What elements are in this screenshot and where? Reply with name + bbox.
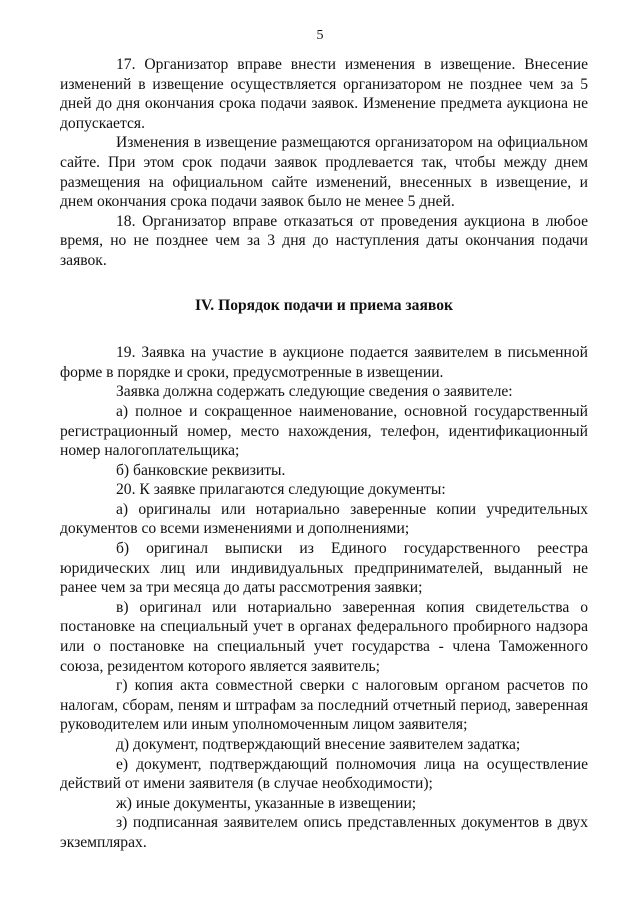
section-heading: IV. Порядок подачи и приема заявок bbox=[194, 296, 454, 314]
document-item-a: а) оригиналы или нотариально заверенные копии учредительных документов со всеми изменениями и дополнениями; bbox=[60, 500, 588, 538]
document-item-v: в) оригинал или нотариально заверенная копия свидетельства о постановке на специальный учет в органах федерального пробирного надзора или о постановке на специальный учет государства - члена Таможенного союза, резидентом которого является заявитель; bbox=[60, 598, 588, 675]
document-item-d: д) документ, подтверждающий внесение заявителем задатка; bbox=[116, 736, 521, 753]
paragraph-20: 20. К заявке прилагаются следующие документы: bbox=[116, 481, 446, 499]
document-item-e: е) документ, подтверждающий полномочия лица на осуществление действий от имени заявителя (в случае необходимости); bbox=[60, 755, 588, 793]
paragraph-17-changes: Изменения в извещение размещаются организатором на официальном сайте. При этом срок подачи заявок продлевается так, чтобы между днем размещения на официальном сайте изменений, внесенных в извещение, и днем окончания срока подачи заявок было не менее 5 дней. bbox=[60, 134, 588, 211]
document-item-z: з) подписанная заявителем опись представленных документов в двух экземплярах. bbox=[60, 814, 588, 851]
document-item-g: г) копия акта совместной сверки с налоговым органом расчетов по налогам, сборам, пеням и штрафам за последний отчетный период, заверенная руководителем или иным уполномоченным лицом заявителя; bbox=[60, 677, 588, 734]
document-item-b: б) оригинал выписки из Единого государственного реестра юридических лиц или индивидуальных предпринимателей, выданный не ранее чем за три месяца до даты рассмотрения заявки; bbox=[60, 540, 588, 597]
document-item-zh: ж) иные документы, указанные в извещении; bbox=[116, 794, 417, 812]
document-body bbox=[60, 55, 588, 853]
paragraph-19: 19. Заявка на участие в аукционе подается заявителем в письменной форме в порядке и сроки, предусмотренные в извещении. bbox=[60, 344, 588, 381]
paragraph-18: 18. Организатор вправе отказаться от проведения аукциона в любое время, но не позднее чем за 3 дня до наступления даты окончания подачи заявок. bbox=[60, 212, 588, 269]
list-item-a: а) полное и сокращенное наименование, основной государственный регистрационный номер, место нахождения, телефон, идентификационный номер налогоплательщика; bbox=[60, 402, 588, 460]
paragraph-19-content: Заявка должна содержать следующие сведения о заявителе: bbox=[116, 383, 513, 401]
paragraph-17: 17. Организатор вправе внести изменения в извещение. Внесение изменений в извещение осуществляется организатором не позднее чем за 5 дней до дня окончания срока подачи заявок. Изменение предмета аукциона не допускается. bbox=[60, 56, 588, 132]
list-item-b: б) банковские реквизиты. bbox=[116, 461, 286, 479]
page-number: 5 bbox=[316, 28, 324, 43]
